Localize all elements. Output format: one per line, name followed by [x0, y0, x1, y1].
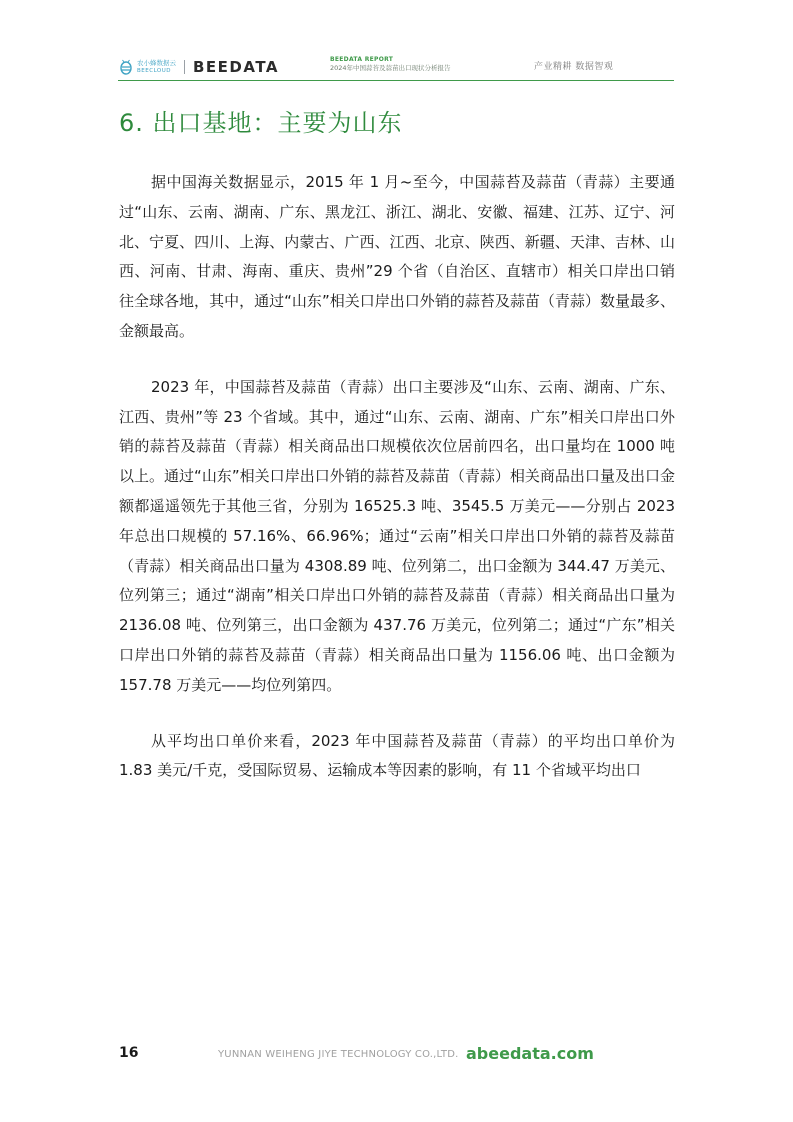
brand-logo	[118, 57, 279, 77]
logo-divider	[184, 60, 185, 74]
header-divider	[118, 80, 674, 81]
brand-name: BEEDATA	[193, 58, 279, 76]
page-header	[0, 0, 793, 84]
logo-text	[137, 60, 176, 74]
page-footer	[0, 1040, 793, 1070]
report-label: BEEDATA REPORT	[330, 56, 394, 63]
paragraph-1: 据中国海关数据显示，2015 年 1 月~至今，中国蒜苔及蒜苗（青蒜）主要通过“山东、云南、湖南、广东、黑龙江、浙江、湖北、安徽、福建、江苏、辽宁、河北、宁夏、四川、上海、内蒙古、广西、江西、北京、陕西、新疆、天津、吉林、山西、河南、甘肃、海南、重庆、贵州”29 个省（自治区、直辖市）相关口岸出口销往全球各地，其中，通过“山东”相关口岸出口外销的蒜苔及蒜苗（青蒜）数量最多、金额最高。	[119, 173, 675, 340]
paragraph-3: 从平均出口单价来看，2023 年中国蒜苔及蒜苗（青蒜）的平均出口单价为 1.83 美元/千克，受国际贸易、运输成本等因素的影响，有 11 个省域平均出口	[119, 731, 675, 780]
company-name: YUNNAN WEIHENG JIYE TECHNOLOGY CO.,LTD.	[218, 1049, 459, 1060]
page-number: 16	[119, 1045, 139, 1061]
report-title: 2024年中国蒜苔及蒜苗出口现状分析报告	[330, 63, 451, 72]
section-title: 6. 出口基地：主要为山东	[119, 109, 403, 137]
body-text	[119, 168, 675, 812]
header-tagline: 产业精耕 数据智观	[534, 62, 614, 72]
report-info	[330, 56, 451, 72]
bee-logo-icon	[118, 59, 134, 75]
logo-en: BEECLOUD	[137, 67, 172, 74]
logo-cn: 农小蜂数据云	[137, 59, 176, 67]
website-link[interactable]: abeedata.com	[466, 1044, 594, 1063]
paragraph-2: 2023 年，中国蒜苔及蒜苗（青蒜）出口主要涉及“山东、云南、湖南、广东、江西、贵州”等 23 个省域。其中，通过“山东、云南、湖南、广东”相关口岸出口外销的蒜苔及蒜苗（青蒜）相关商品出口规模依次位居前四名，出口量均在 1000 吨以上。通过“山东”相关口岸出口外销的蒜苔及蒜苗（青蒜）相关商品出口量及出口金额都遥遥领先于其他三省，分别为 16525.3 吨、3545.5 万美元——分别占 2023 年总出口规模的 57.16%、66.96%；通过“云南”相关口岸出口外销的蒜苔及蒜苗（青蒜）相关商品出口量为 4308.89 吨、位列第二，出口金额为 344.47 万美元、位列第三；通过“湖南”相关口岸出口外销的蒜苔及蒜苗（青蒜）相关商品出口量为 2136.08 吨、位列第三，出口金额为 437.76 万美元，位列第二；通过“广东”相关口岸出口外销的蒜苔及蒜苗（青蒜）相关商品出口量为 1156.06 吨、出口金额为 157.78 万美元——均位列第四。	[119, 377, 675, 694]
